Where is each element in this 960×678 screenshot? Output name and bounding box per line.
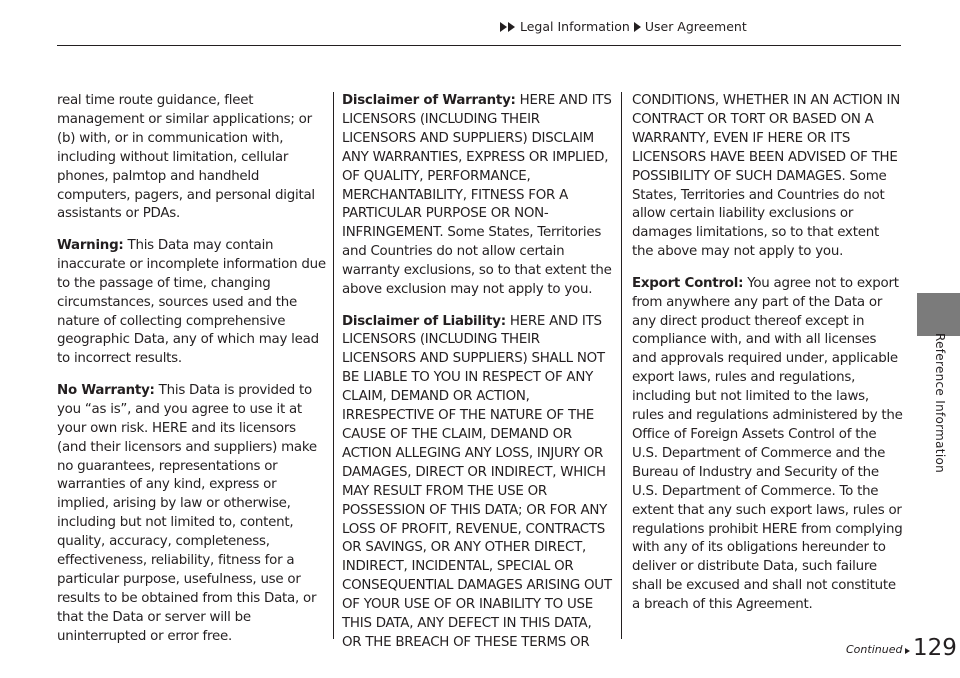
column-divider: [333, 92, 334, 639]
paragraph: No Warranty: This Data is provided to you “as is”, and you agree to use it at your own risk. HERE and its licensors (and their licensors and suppliers) make no guarantees, representations or warranties of any kind, express or implied, arising by law or otherwise, including but not limited to, content, quality, accuracy, completeness, effectiveness, reliability, fitness for a particular purpose, usefulness, use or results to be obtained from this Data, or that the Data or server will be uninterrupted or error free.: [57, 382, 317, 644]
continued-arrow-icon: [905, 648, 910, 654]
text-column-1: [57, 92, 327, 647]
side-section-label: Reference Information: [933, 332, 947, 474]
breadcrumb-section: Legal Information: [520, 19, 630, 34]
section-tab: [917, 293, 960, 336]
double-arrow-icon: [500, 22, 516, 32]
page-number: 129: [913, 635, 957, 661]
paragraph: Export Control: You agree not to export from anywhere any part of the Data or any direct product thereof except in compliance with, and with all licenses and approvals required under, applicable export laws, rules and regulations, including but not limited to the laws, rules and regulations administered by the Office of Foreign Assets Control of the U.S. Department of Commerce and the Bureau of Industry and Security of the U.S. Department of Commerce. To the extent that any such export laws, rules or regulations prohibit HERE from complying with any of its obligations hereunder to deliver or distribute Data, such failure shall be excused and shall not constitute a breach of this Agreement.: [632, 275, 903, 613]
paragraph: Disclaimer of Warranty: HERE AND ITS LICENSORS (INCLUDING THEIR LICENSORS AND SUPPLIERS) DISCLAIM ANY WARRANTIES, EXPRESS OR IMPLIED, OF QUALITY, PERFORMANCE, MERCHANTABILITY, FITNESS FOR A PARTICULAR PURPOSE OR NON-INFRINGEMENT. Some States, Territories and Countries do not allow certain warranty exclusions, so to that extent the above exclusion may not apply to you.: [342, 93, 612, 298]
column-divider: [621, 92, 622, 639]
paragraph-heading: Export Control:: [632, 275, 744, 291]
continued-label: Continued: [846, 643, 903, 656]
paragraph-heading: Warning:: [57, 237, 124, 253]
paragraph-heading: Disclaimer of Warranty:: [342, 93, 516, 108]
paragraph-heading: No Warranty:: [57, 382, 155, 398]
paragraph: CONDITIONS, WHETHER IN AN ACTION IN CONTRACT OR TORT OR BASED ON A WARRANTY, EVEN IF HERE OR ITS LICENSORS HAVE BEEN ADVISED OF THE POSSIBILITY OF SUCH DAMAGES. Some States, Territories and Countries do not allow certain liability exclusions or damages limitations, so to that extent the above may not apply to you.: [632, 93, 900, 260]
arrow-right-icon: [634, 22, 641, 32]
paragraph-heading: Disclaimer of Liability:: [342, 313, 506, 329]
paragraph: Warning: This Data may contain inaccurate or incomplete information due to the passage of time, changing circumstances, sources used and the nature of collecting comprehensive geographic Data, any of which may lead to incorrect results.: [57, 237, 326, 367]
paragraph: Disclaimer of Liability: HERE AND ITS LICENSORS (INCLUDING THEIR LICENSORS AND SUPPLIERS) SHALL NOT BE LIABLE TO YOU IN RESPECT OF ANY CLAIM, DEMAND OR ACTION, IRRESPECTIVE OF THE NATURE OF THE CAUSE OF THE CLAIM, DEMAND OR ACTION ALLEGING ANY LOSS, INJURY OR DAMAGES, DIRECT OR INDIRECT, WHICH MAY RESULT FROM THE USE OR POSSESSION OF THIS DATA; OR FOR ANY LOSS OF PROFIT, REVENUE, CONTRACTS OR SAVINGS, OR ANY OTHER DIRECT, INDIRECT, INCIDENTAL, SPECIAL OR CONSEQUENTIAL DAMAGES ARISING OUT OF YOUR USE OF OR INABILITY TO USE THIS DATA, ANY DEFECT IN THIS DATA, OR THE BREACH OF THESE TERMS OR: [342, 313, 612, 650]
breadcrumb: [500, 19, 747, 34]
header-divider: [57, 45, 901, 46]
text-column-3: [632, 92, 904, 615]
text-column-2: [342, 92, 614, 653]
breadcrumb-subsection: User Agreement: [644, 19, 747, 34]
paragraph: real time route guidance, fleet management or similar applications; or (b) with, or in communication with, including without limitation, cellular phones, palmtop and handheld computers, pagers, and personal digital assistants or PDAs.: [57, 93, 315, 222]
